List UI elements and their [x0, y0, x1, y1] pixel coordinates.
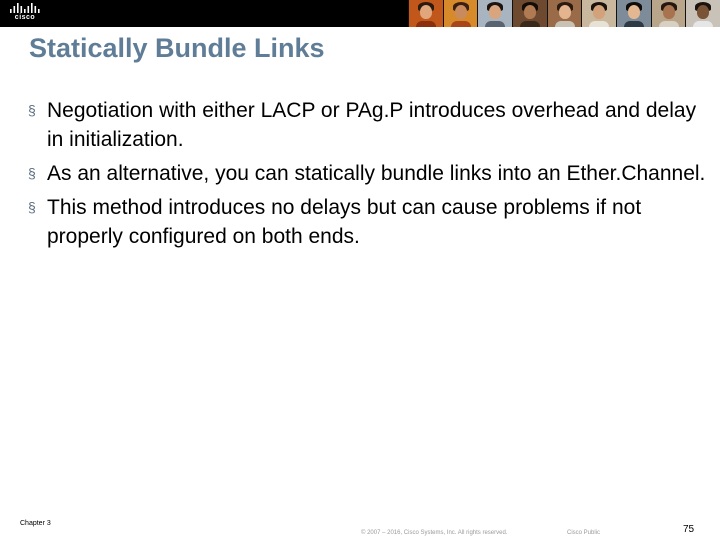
bullet-marker-icon: § [28, 199, 36, 215]
person-face-icon [697, 5, 709, 19]
header-bar [0, 0, 720, 27]
cisco-logo-text: cisco [14, 14, 36, 21]
page-number: 75 [683, 524, 695, 535]
person-face-icon [524, 5, 536, 19]
header-photo-tile [616, 0, 651, 27]
bullet-item [28, 159, 708, 188]
person-torso-icon [416, 21, 436, 27]
person-face-icon [593, 5, 605, 19]
header-photo-tile [477, 0, 512, 27]
person-face-icon [455, 5, 467, 19]
slide-title: Statically Bundle Links [29, 33, 325, 63]
header-photo-tile [443, 0, 478, 27]
person-torso-icon [451, 21, 471, 27]
bullet-item [28, 96, 708, 154]
footer-copyright: © 2007 – 2016, Cisco Systems, Inc. All rights reserved. [361, 530, 508, 536]
header-photo-tile [547, 0, 582, 27]
bullet-marker-icon: § [28, 165, 36, 181]
cisco-logo [8, 3, 42, 23]
bullet-item [28, 193, 708, 251]
bullet-marker-icon: § [28, 102, 36, 118]
header-photo-strip [408, 0, 720, 27]
header-photo-tile [651, 0, 686, 27]
header-photo-tile [685, 0, 720, 27]
header-photo-tile [581, 0, 616, 27]
person-face-icon [628, 5, 640, 19]
bullet-text: Negotiation with either LACP or PAg.P introduces overhead and delay in initialization. [47, 99, 697, 151]
footer-chapter: Chapter 3 [20, 520, 51, 527]
person-face-icon [489, 5, 501, 19]
person-face-icon [420, 5, 432, 19]
footer-classification: Cisco Public [567, 530, 601, 536]
person-torso-icon [485, 21, 505, 27]
header-photo-tile [512, 0, 547, 27]
person-torso-icon [693, 21, 713, 27]
bullet-text: As an alternative, you can statically bundle links into an Ether.Channel. [47, 162, 706, 185]
person-torso-icon [659, 21, 679, 27]
person-face-icon [559, 5, 571, 19]
person-torso-icon [555, 21, 575, 27]
header-photo-tile [408, 0, 443, 27]
cisco-bars-icon [8, 3, 42, 13]
bullet-text: This method introduces no delays but can cause problems if not properly configured on both ends. [47, 196, 642, 248]
person-face-icon [663, 5, 675, 19]
person-torso-icon [624, 21, 644, 27]
bullet-list [28, 96, 708, 256]
person-torso-icon [589, 21, 609, 27]
person-torso-icon [520, 21, 540, 27]
